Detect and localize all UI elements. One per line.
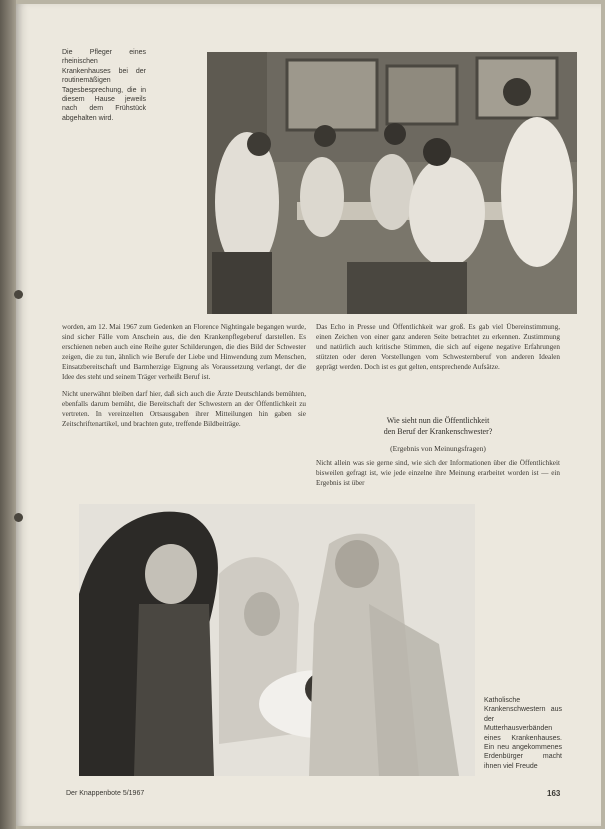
section-heading [316,415,560,437]
right-paragraph-2: Nicht allein was sie gerne sind, wie sich der Informationen über die Öffentlichkeit bisweilen gefragt ist, wie jede einzelne ihre Meinung erarbeitet worden ist — ein Ergebnis ist über [316,459,560,488]
left-paragraph-2: Nicht unerwähnt bleiben darf hier, daß sich auch die Ärzte Deutschlands bemühten, ebenfalls darum bemüht, die Bereitschaft der Schwestern an der Öffentlichkeit zu vertreten. In vereinzelten Ortsausgaben ihrer Mitteilungen hin gaben sie Zeitschriftenartikel, und brachten gute, treffende Bildbeiträge. [62,389,306,428]
publication-footer: Der Knappenbote 5/1967 [66,790,145,797]
nurses-meeting-photo [207,52,577,314]
binding-edge [0,0,16,829]
section-heading-line-2: den Beruf der Krankenschwester? [383,427,493,436]
section-heading-line-1: Wie sieht nun die Öffentlichkeit [386,416,490,425]
bottom-photo-caption: Katholische Krankenschwestern aus der Mutterhausverbänden eines Krankenhauses. Ein neu angekommenes Erdenbürger macht ihnen viel Freude [484,697,562,770]
top-photo-caption: Die Pfleger eines rheinischen Krankenhauses bei der routinemäßigen Tagesbesprechung, die in diesem Hause jeweils nach dem Frühstück abgehalten wird. [62,49,146,122]
page-number: 163 [547,789,561,798]
right-article-column-continued [316,458,560,494]
nuns-photo-illustration [79,504,475,776]
nuns-with-baby-photo [79,504,475,776]
magazine-page [16,4,601,826]
meeting-photo-illustration [207,52,577,314]
punch-hole [14,290,23,299]
right-article-column [316,322,560,378]
punch-hole [14,513,23,522]
section-subheading: (Ergebnis von Meinungsfragen) [390,444,486,453]
left-article-column [62,322,306,435]
right-paragraph-1: Das Echo in Presse und Öffentlichkeit war groß. Es gab viel Übereinstimmung, einen Zeichen von einer ganz anderen Seite betrachtet zu erkennen. Zustimmung und natürlich auch kritische Stimmen, die sich auf eigene negative Erfahrungen stützten oder deren Vorstellungen vom Schwesternberuf von anderen Idealen geprägt werden. Doch ist es gut gelten, entsprechende Aufsätze. [316,323,560,372]
left-paragraph-1: worden, am 12. Mai 1967 zum Gedenken an Florence Nightingale begangen wurde, sind sicher Fälle vom Anschein aus, die den Krankenpflegeberuf darstellen. Es erschienen neben auch eine Reihe guter Schilderungen, die dies Bild der Schwester zeigen, die zu tun, ähnlich wie Berufe der Liebe und Hinwendung zum Menschen, Einsatzbereitschaft und Barmherzige Eignung als Voraussetzung verlangt, der die Idee des steht und seinem Träger verheißt Beruf ist. [62,323,306,382]
